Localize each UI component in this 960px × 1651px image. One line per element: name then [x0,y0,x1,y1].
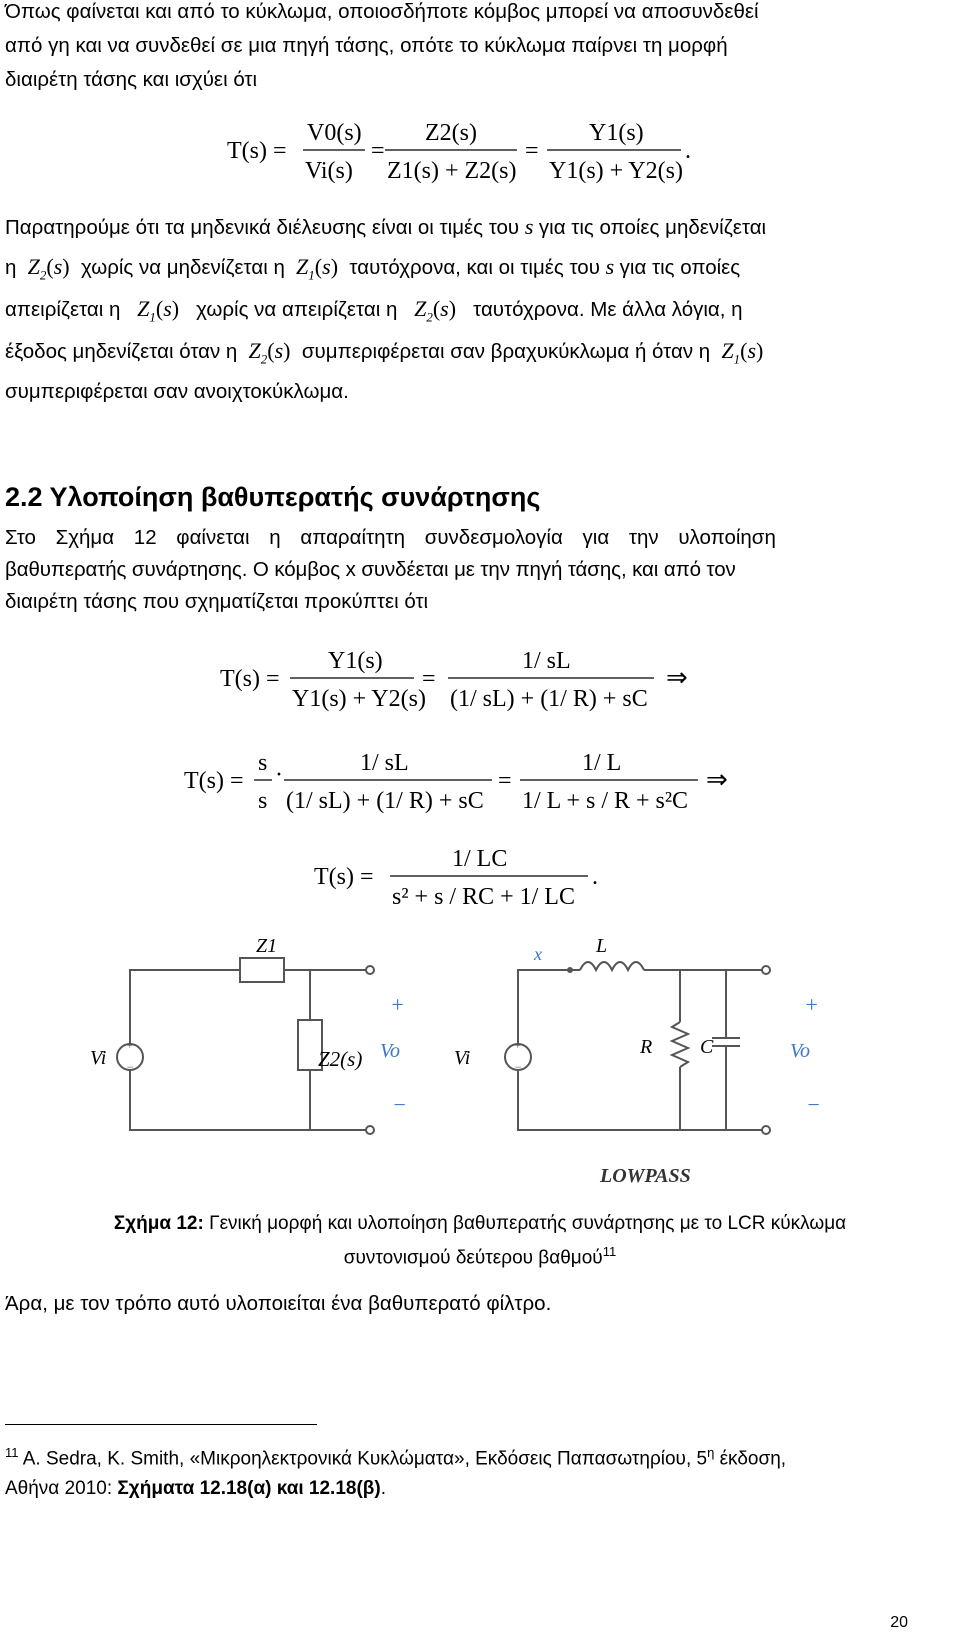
paragraph-3-line-1: Στο Σχήμα 12 φαίνεται η απαραίτητη συνδεσμολογία για την υλοποίηση [5,526,776,549]
svg-text:+: + [514,1040,522,1052]
right-c-label: C [700,1036,714,1058]
generic-divider-circuit [90,935,407,1134]
eq3-f1-den: s [258,788,268,814]
eq3-f3-den: 1/ L + s / R + s²C [522,788,689,814]
eq4-den: s² + s / RC + 1/ LC [392,884,575,910]
equation-4 [312,838,612,923]
left-vo-label: Vo [380,1040,400,1062]
eq2-f2-den: (1/ sL) + (1/ R) + sC [450,686,648,712]
eq4-lhs: T(s) = [314,864,374,890]
svg-text:=: = [422,666,436,692]
right-vi-label: Vi [454,1047,471,1069]
svg-text:.: . [685,138,691,164]
eq1-f1-den: Vi(s) [305,158,353,184]
svg-text:=: = [498,768,512,794]
right-r-label: R [640,1036,653,1058]
left-plus: + [390,992,405,1017]
paragraph-3-line-2: βαθυπερατής συνάρτησης. Ο κόμβος x συνδέεται με την πηγή τάσης, και από τον [5,558,736,581]
svg-text:−: − [126,1060,135,1074]
eq3-f2-den: (1/ sL) + (1/ R) + sC [286,788,484,814]
caption-footnote-ref: 11 [602,1244,617,1259]
eq1-f3-num: Y1(s) [589,120,644,146]
paragraph-2-line-5: συμπεριφέρεται σαν ανοιχτοκύκλωμα. [5,380,349,403]
eq2-lhs: T(s) = [220,666,280,692]
left-vi-label: Vi [90,1047,107,1069]
eq3-f3-num: 1/ L [582,750,622,776]
eq3-f2-num: 1/ sL [360,750,409,776]
lowpass-label: LOWPASS [600,1165,691,1187]
svg-text:+: + [126,1040,134,1052]
eq4-num: 1/ LC [452,846,508,872]
paragraph-2-line-2: η $Z_2(s)$ χωρίς να μηδενίζεται η $Z_1(s)$ ταυτόχρονα, και οι τιμές του s για τις οποίες [5,254,741,283]
eq1-lhs: T(s) = [227,138,287,164]
eq1-f3-den: Y1(s) + Y2(s) [549,158,683,184]
eq1-f1-num: V0(s) [307,120,362,146]
conclusion-text: Άρα, με τον τρόπο αυτό υλοποιείται ένα βαθυπερατό φίλτρο. [5,1292,552,1315]
svg-text:.: . [592,864,598,890]
eq2-f1-den: Y1(s) + Y2(s) [292,686,426,712]
equation-3 [182,742,742,827]
right-minus: − [806,1092,821,1117]
equation-1 [225,112,705,197]
paragraph-1-line-1: Όπως φαίνεται και από το κύκλωμα, οποιοσδήποτε κόμβος μπορεί να αποσυνδεθεί [5,0,759,23]
eq3-f1-num: s [258,750,268,776]
right-x-label: x [534,944,542,964]
svg-text:−: − [514,1060,523,1074]
page-number: 20 [890,1614,908,1631]
figure-circuits [90,930,860,1195]
left-minus: − [392,1092,407,1117]
section-heading: 2.2 Υλοποίηση βαθυπερατής συνάρτησης [5,482,541,512]
svg-text:·: · [275,762,283,788]
eq2-f2-num: 1/ sL [522,648,571,674]
lcr-lowpass-circuit [454,935,821,1187]
svg-text:=: = [525,138,539,164]
footnote: $^{11}$ A. Sedra, K. Smith, «Μικροηλεκτρονικά Κυκλώματα», Εκδόσεις Παπασωτηρίου, $5^\eta$ έκδοση, Αθήνα 2010: Σχήματα 12.18(α) και 12.18(β). [5,1445,787,1500]
right-l-label: L [596,935,608,957]
footnote-rule [5,1424,317,1425]
footnote-mark: 11 [5,1445,19,1460]
figure-caption [0,1210,960,1272]
eq2-f1-num: Y1(s) [328,648,383,674]
eq3-lhs: T(s) = [184,768,244,794]
eq1-f2-den: Z1(s) + Z2(s) [387,158,517,184]
svg-text:=: = [371,138,385,164]
left-z1-label: Z1 [256,935,278,957]
paragraph-2-line-1: Παρατηρούμε ότι τα μηδενικά διέλευσης είναι οι τιμές του s για τις οποίες μηδενίζεται [5,214,767,239]
right-plus: + [804,992,819,1017]
paragraph-2-line-3: απειρίζεται η $Z_1(s)$ χωρίς να απειρίζεται η $Z_2(s)$ ταυτόχρονα. Με άλλα λόγια, η [5,296,743,325]
caption-label: Σχήμα 12: [113,1213,204,1234]
caption-text-2: συντονισμού δεύτερου βαθμού [343,1247,603,1269]
paragraph-1-line-2: από γη και να συνδεθεί σε μια πηγή τάσης, οπότε το κύκλωμα παίρνει τη μορφή [5,34,728,57]
right-vo-label: Vo [790,1040,810,1062]
paragraph-1-line-3: διαιρέτη τάσης και ισχύει ότι [5,68,258,91]
equation-2 [218,640,738,725]
caption-text-1: Γενική μορφή και υλοποίηση βαθυπερατής συνάρτησης με το LCR κύκλωμα [203,1213,847,1234]
eq1-f2-num: Z2(s) [425,120,477,146]
svg-text:⇒: ⇒ [706,765,728,794]
paragraph-2-line-4: έξοδος μηδενίζεται όταν η $Z_2(s)$ συμπεριφέρεται σαν βραχυκύκλωμα ή όταν η $Z_1(s)$ [5,338,764,367]
svg-text:⇒: ⇒ [666,663,688,692]
paragraph-3-line-3: διαιρέτη τάσης που σχηματίζεται προκύπτει ότι [5,590,429,613]
left-z2-label: Z2(s) [318,1047,363,1071]
